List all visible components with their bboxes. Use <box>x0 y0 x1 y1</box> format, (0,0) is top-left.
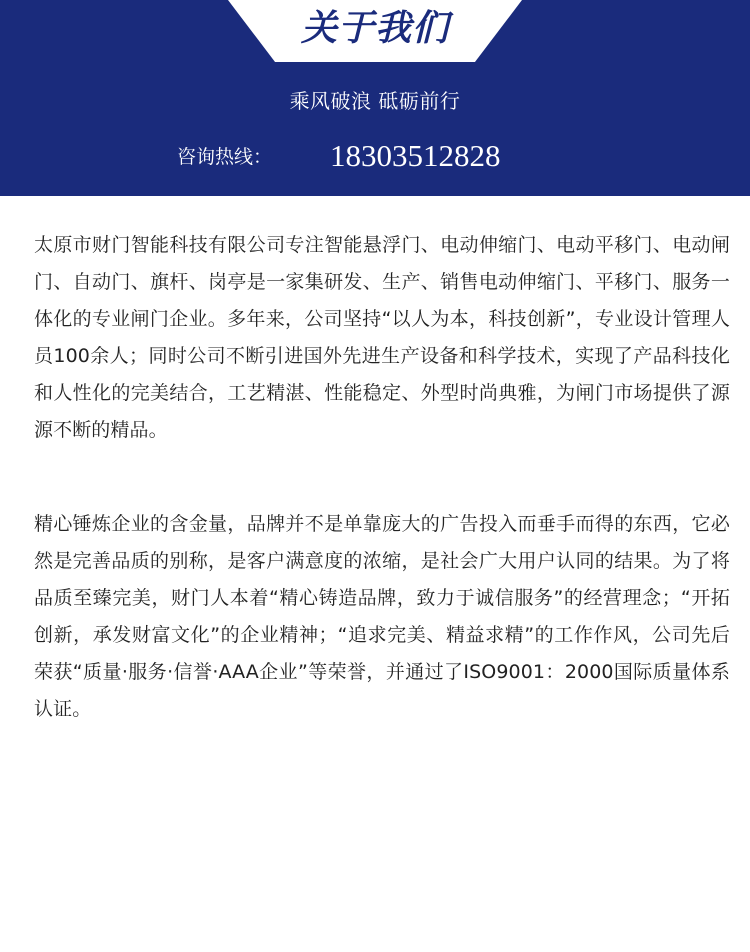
hotline-label: 咨询热线： <box>177 146 273 168</box>
hotline-number[interactable]: 18303512828 <box>330 138 501 173</box>
header-banner <box>0 0 750 196</box>
slogan: 乘风破浪 砥砺前行 <box>289 89 461 113</box>
page-title: 关于我们 <box>300 8 449 49</box>
hotline <box>0 136 750 176</box>
brand-philosophy-paragraph: 精心锤炼企业的含金量，品牌并不是单靠庞大的广告投入而垂手而得的东西，它必然是完善品质的别称，是客户满意度的浓缩，是社会广大用户认同的结果。为了将品质至臻完美，财门人本着“精心铸造品牌，致力于诚信服务”的经营理念；“开拓创新，承发财富文化”的企业精神；“追求完美、精益求精”的工作作风，公司先后荣获“质量·服务·信誉·AAA企业”等荣誉，并通过了ISO9001：2000国际质量体系认证。 <box>34 513 730 720</box>
about-content <box>34 227 730 728</box>
company-intro-paragraph: 太原市财门智能科技有限公司专注智能悬浮门、电动伸缩门、电动平移门、电动闸门、自动门、旗杆、岗亭是一家集研发、生产、销售电动伸缩门、平移门、服务一体化的专业闸门企业。多年来，公司坚持“以人为本，科技创新”，专业设计管理人员100余人；同时公司不断引进国外先进生产设备和科学技术，实现了产品科技化和人性化的完美结合，工艺精湛、性能稳定、外型时尚典雅，为闸门市场提供了源源不断的精品。 <box>34 234 730 441</box>
